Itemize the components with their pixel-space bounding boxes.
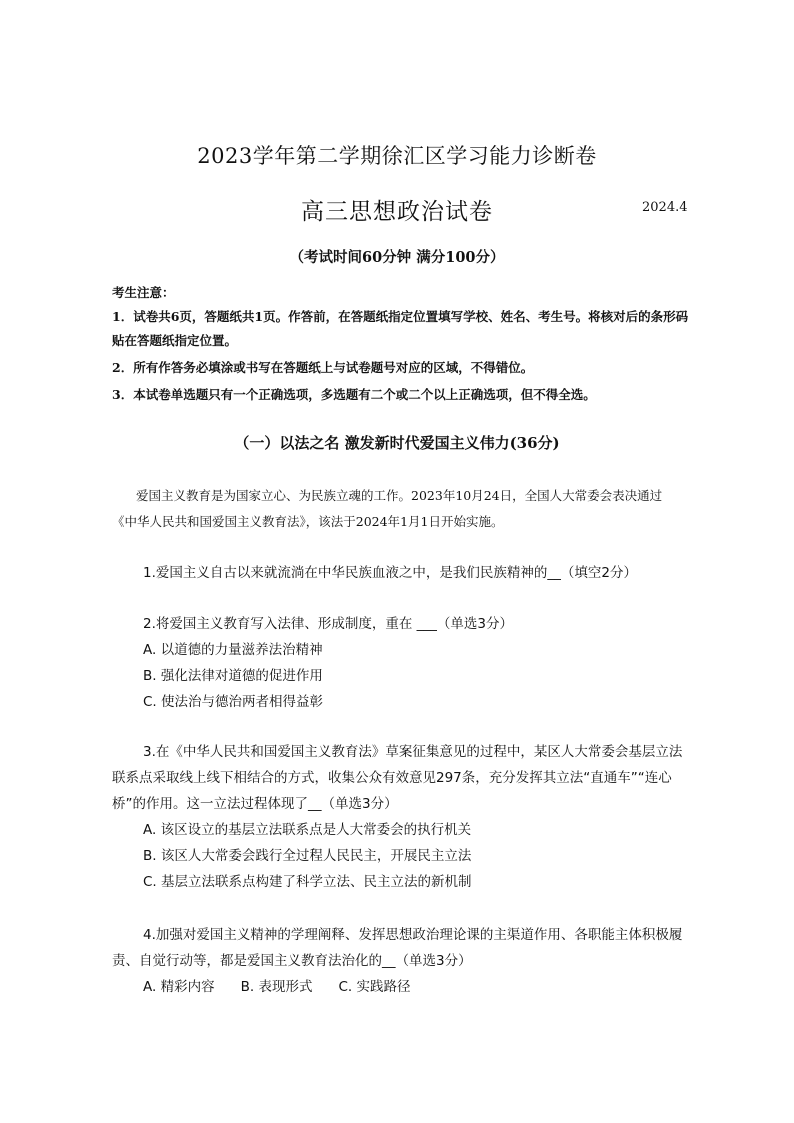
option-row: [112, 974, 684, 1000]
question-3: [112, 739, 684, 895]
option-b: B. 强化法律对道德的促进作用: [143, 668, 323, 684]
question-stem: 2.将爱国主义教育写入法律、形成制度，重在 ___（单选3分）: [143, 616, 514, 632]
notice-item: 1．试卷共6页，答题纸共1页。作答前，在答题纸指定位置填写学校、姓名、考生号。将核对后的条形码贴在答题纸指定位置。: [112, 309, 689, 348]
exam-date: 2024.4: [642, 200, 688, 215]
notice-item: 3．本试卷单选题只有一个正确选项，多选题有二个或二个以上正确选项，但不得全选。: [112, 387, 596, 402]
question-2: [112, 611, 684, 715]
option-c: C. 基层立法联系点构建了科学立法、民主立法的新机制: [143, 874, 472, 890]
section-intro: 爱国主义教育是为国家立心、为民族立魂的工作。2023年10月24日，全国人大常委会表决通过《中华人民共和国爱国主义教育法》，该法于2024年1月1日开始实施。: [112, 488, 663, 529]
option-a: A. 该区设立的基层立法联系点是人大常委会的执行机关: [143, 822, 472, 838]
exam-time-score: （考试时间60分钟 满分100分）: [289, 249, 505, 266]
question-1: [112, 560, 684, 586]
question-stem: 4.加强对爱国主义精神的学理阐释、发挥思想政治理论课的主渠道作用、各职能主体积极履责、自觉行动等，都是爱国主义教育法治化的__（单选3分）: [112, 927, 683, 969]
option-b: B. 表现形式: [240, 979, 313, 995]
exam-subtitle: 高三思想政治试卷: [301, 199, 493, 225]
option-c: C. 使法治与德治两者相得益彰: [143, 694, 324, 710]
question-stem: 1.爱国主义自古以来就流淌在中华民族血液之中，是我们民族精神的__（填空2分）: [143, 565, 637, 581]
notice-item: 2．所有作答务必填涂或书写在答题纸上与试卷题号对应的区域，不得错位。: [112, 360, 534, 375]
option-c: C. 实践路径: [338, 979, 411, 995]
option-a: A. 以道德的力量滋养法治精神: [143, 642, 323, 658]
exam-title: 2023学年第二学期徐汇区学习能力诊断卷: [197, 144, 597, 168]
option-b: B. 该区人大常委会践行全过程人民民主，开展民主立法: [143, 848, 472, 864]
question-stem: 3.在《中华人民共和国爱国主义教育法》草案征集意见的过程中，某区人大常委会基层立法联系点采取线上线下相结合的方式，收集公众有效意见297条，充分发挥其立法“直通车”“连心桥”的作用。这一立法过程体现了__（单选3分）: [112, 744, 683, 812]
section-title: （一）以法之名 激发新时代爱国主义伟力(36分): [234, 434, 560, 452]
question-4: [112, 922, 684, 1000]
notice-heading: 考生注意：: [112, 285, 175, 300]
notice-list: [112, 305, 692, 407]
option-a: A. 精彩内容: [143, 979, 215, 995]
